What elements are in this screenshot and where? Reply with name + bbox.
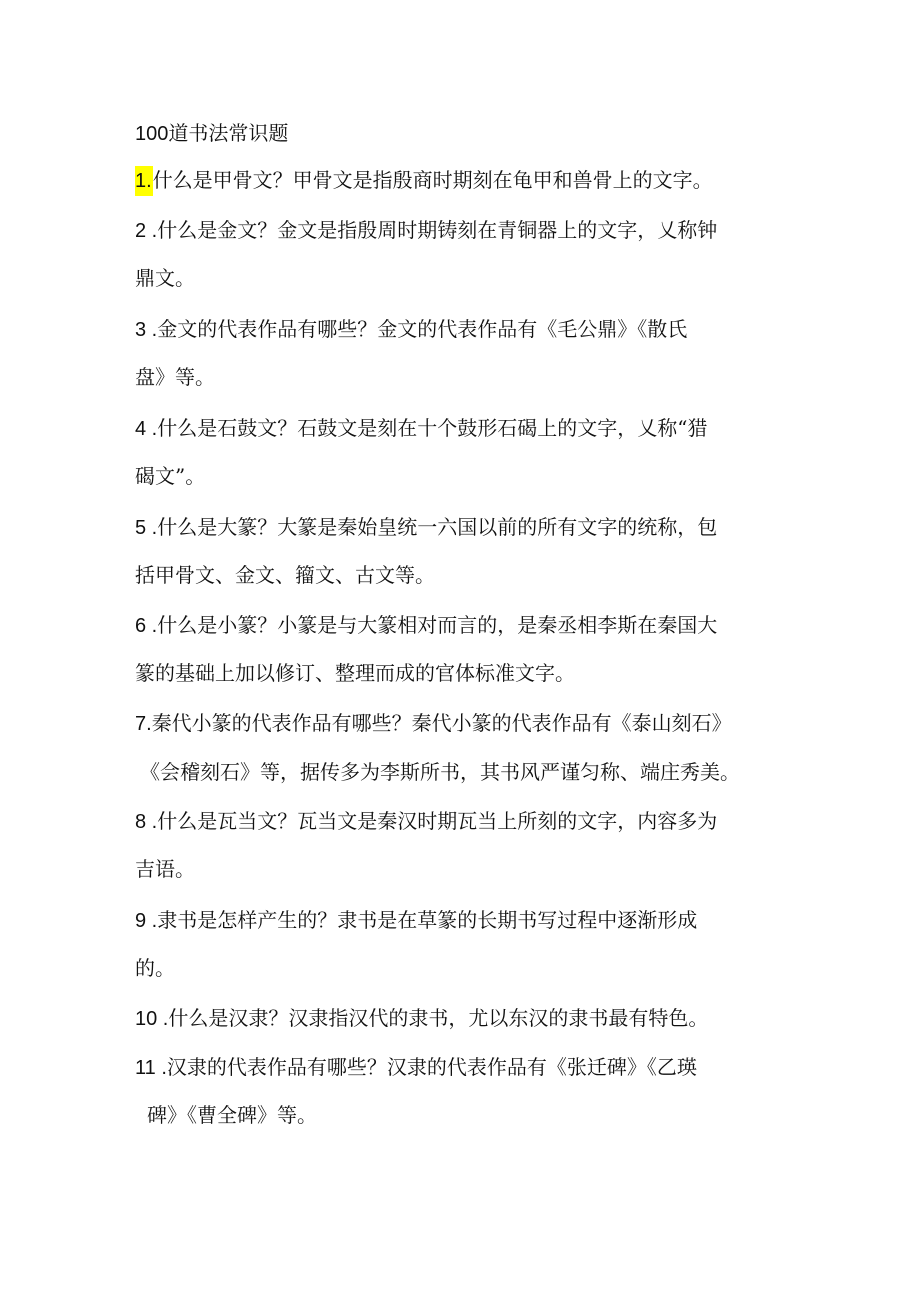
list-item-continuation <box>135 266 195 290</box>
item-text: 《会稽刻石》等，据传多为李斯所书，其书风严谨匀称、端庄秀美。 <box>140 760 740 784</box>
item-number: 11 . <box>135 1057 167 1079</box>
item-number: 8 . <box>135 811 158 833</box>
item-text: 什么是甲骨文？甲骨文是指殷商时期刻在龟甲和兽骨上的文字。 <box>152 168 713 192</box>
item-text: 碣文”。 <box>135 464 206 488</box>
item-text: 什么是石鼓文？石鼓文是刻在十个鼓形石碣上的文字，乂称“猎 <box>157 416 708 440</box>
item-text: 碑》《曹全碑》等。 <box>147 1103 317 1127</box>
list-item <box>135 613 717 638</box>
item-number: 2 . <box>135 220 158 242</box>
item-text: 盘》等。 <box>135 365 215 389</box>
item-number: 4 . <box>135 418 158 440</box>
item-text: 括甲骨文、金文、籀文、古文等。 <box>135 563 435 587</box>
item-text: 金文的代表作品有哪些？金文的代表作品有《毛公鼎》《散氏 <box>157 317 688 341</box>
list-item-continuation <box>135 365 215 389</box>
item-number: 9 . <box>135 910 158 932</box>
list-item <box>135 218 717 243</box>
item-text: 汉隶的代表作品有哪些？汉隶的代表作品有《张迁碑》《乙瑛 <box>166 1055 697 1079</box>
item-number: 5 . <box>135 517 158 539</box>
item-text: 的。 <box>135 956 175 980</box>
list-item <box>135 908 697 933</box>
item-text: 什么是瓦当文？瓦当文是秦汉时期瓦当上所刻的文字，内容多为 <box>157 809 718 833</box>
list-item <box>135 711 732 736</box>
title-text: 道书法常识题 <box>168 121 289 145</box>
item-text: 什么是汉隶？汉隶指汉代的隶书，尤以东汉的隶书最有特色。 <box>168 1006 709 1030</box>
list-item <box>135 1006 708 1031</box>
list-item <box>135 515 717 540</box>
list-item-continuation <box>135 857 195 881</box>
item-number: 6 . <box>135 615 158 637</box>
item-text: 什么是金文？金文是指殷周时期铸刻在青铜器上的文字，乂称钟 <box>157 218 718 242</box>
list-item-continuation <box>135 956 175 980</box>
item-text: 鼎文。 <box>135 266 195 290</box>
item-number: 3 . <box>135 319 158 341</box>
item-text: 秦代小篆的代表作品有哪些？秦代小篆的代表作品有《泰山刻石》 <box>151 711 732 735</box>
item-number-highlighted: 1. <box>135 166 153 196</box>
list-item-continuation <box>135 661 575 685</box>
list-item-continuation <box>140 760 740 784</box>
list-item-continuation <box>147 1103 317 1127</box>
item-number: 7. <box>135 713 152 735</box>
list-item <box>135 416 707 441</box>
item-text: 篆的基础上加以修订、整理而成的官体标准文字。 <box>135 661 575 685</box>
title-number: 100 <box>135 123 169 145</box>
list-item-continuation <box>135 563 435 587</box>
list-item <box>135 809 717 834</box>
document-title <box>135 121 288 146</box>
item-text: 吉语。 <box>135 857 195 881</box>
list-item <box>135 168 713 193</box>
item-number: 10 . <box>135 1008 169 1030</box>
list-item <box>135 1055 697 1080</box>
list-item <box>135 317 687 342</box>
item-text: 什么是大篆？大篆是秦始皇统一六国以前的所有文字的统称，包 <box>157 515 718 539</box>
item-text: 隶书是怎样产生的？隶书是在草篆的长期书写过程中逐渐形成 <box>157 908 698 932</box>
list-item-continuation <box>135 464 205 488</box>
item-text: 什么是小篆？小篆是与大篆相对而言的，是秦丞相李斯在秦国大 <box>157 613 718 637</box>
